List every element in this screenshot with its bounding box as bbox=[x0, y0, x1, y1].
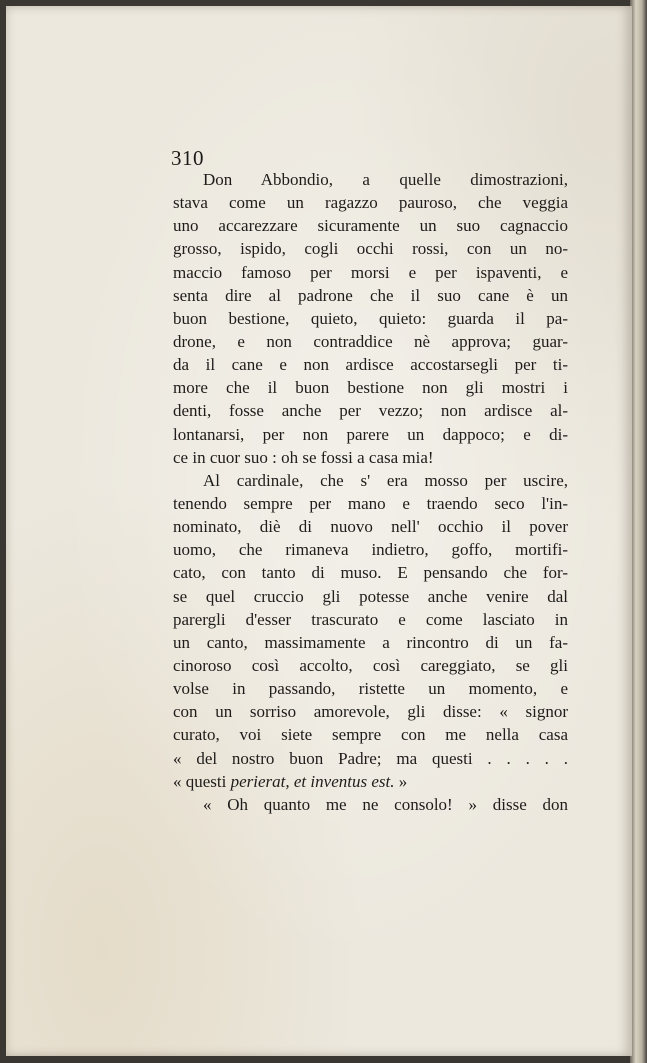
text-line: « Oh quanto me ne consolo! » disse don bbox=[203, 794, 568, 814]
text-line: maccio famoso per morsi e per ispaventi, e bbox=[173, 262, 568, 282]
text-line: drone, e non contraddice nè approva; guar- bbox=[173, 331, 568, 351]
text-line: « questi perierat, et inventus est. » bbox=[173, 771, 408, 791]
page-text bbox=[173, 168, 568, 816]
text-line: uno accarezzare sicuramente un suo cagnaccio bbox=[173, 216, 568, 236]
text-line: lontanarsi, per non parere un dappoco; e di- bbox=[173, 424, 568, 444]
text-line: tenendo sempre per mano e traendo seco l'in- bbox=[173, 493, 568, 513]
text-line: un canto, massimamente a rincontro di un fa- bbox=[173, 632, 568, 652]
book-spine-edge bbox=[630, 0, 647, 1063]
text-line: grosso, ispido, cogli occhi rossi, con un no- bbox=[173, 239, 568, 259]
text-line: Don Abbondio, a quelle dimostrazioni, bbox=[203, 170, 568, 189]
text-line: senta dire al padrone che il suo cane è un bbox=[173, 285, 568, 305]
page-number: 310 bbox=[171, 146, 204, 170]
text-line: stava come un ragazzo pauroso, che veggia bbox=[173, 193, 568, 213]
text-line: da il cane e non ardisce accostarsegli per ti- bbox=[173, 355, 568, 375]
text-line: ce in cuor suo : oh se fossi a casa mia! bbox=[173, 447, 434, 467]
text-line: con un sorriso amorevole, gli disse: « signor bbox=[173, 702, 568, 722]
text-line: cato, con tanto di muso. E pensando che for- bbox=[173, 563, 568, 583]
text-line: « del nostro buon Padre; ma questi . . . . . bbox=[173, 748, 568, 768]
text-line: more che il buon bestione non gli mostri i bbox=[173, 378, 568, 398]
text-line: curato, voi siete sempre con me nella casa bbox=[173, 725, 568, 745]
text-line: nominato, diè di nuovo nell' occhio il pover bbox=[173, 517, 568, 537]
text-line: parergli d'esser trascurato e come lasciato in bbox=[173, 609, 568, 629]
text-line: volse in passando, ristette un momento, e bbox=[173, 679, 568, 699]
text-line: se quel cruccio gli potesse anche venire dal bbox=[173, 586, 568, 606]
text-line: denti, fosse anche per vezzo; non ardisce al- bbox=[173, 401, 568, 421]
text-line: cinoroso così accolto, così careggiato, se gli bbox=[173, 655, 568, 675]
text-line: Al cardinale, che s' era mosso per uscire, bbox=[203, 470, 568, 490]
text-line: buon bestione, quieto, quieto: guarda il pa- bbox=[173, 308, 568, 328]
text-line: uomo, che rimaneva indietro, goffo, mortifi- bbox=[173, 540, 568, 560]
